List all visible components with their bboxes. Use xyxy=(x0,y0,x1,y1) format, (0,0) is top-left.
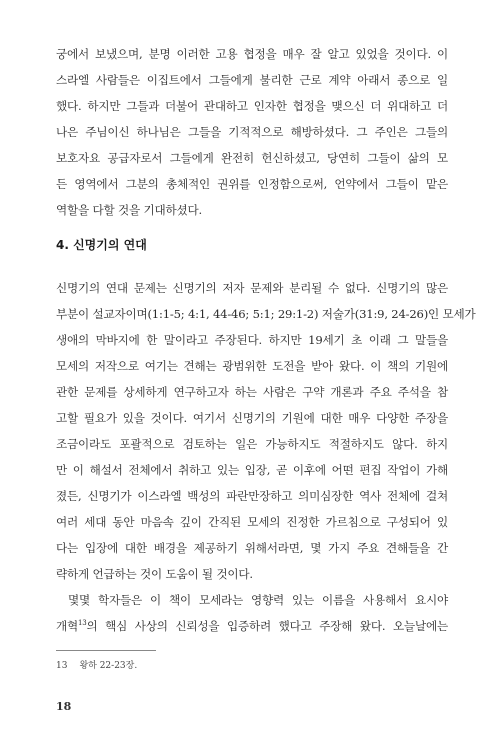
body-text-line: 졌든, 신명기가 이스라엘 백성의 파란만장하고 의미심장한 역사 전체에 걸쳐 xyxy=(56,489,448,503)
body-text-line: 모세의 저작으로 여기는 견해는 광범위한 도전을 받아 왔다. 이 책의 기원에 xyxy=(56,359,448,373)
body-text-line: 든 영역에서 그분의 총체적인 권위를 인정함으로써, 언약에서 그들이 맡은 xyxy=(56,177,448,191)
footnote xyxy=(56,658,137,671)
body-text-line: 보호자요 공급자로서 그들에게 완전히 헌신하셨고, 당연히 그들이 삶의 모 xyxy=(56,151,448,165)
body-text-line: 만 이 해설서 전체에서 취하고 있는 입장, 곧 이후에 어떤 편집 작업이 가해 xyxy=(56,463,448,477)
text-fragment: 의 핵심 사상의 신뢰성을 입증하려 했다고 주장해 왔다. 오늘날에는 xyxy=(86,619,448,633)
body-text-line: 부분이 설교자이며(1:1-5; 4:1, 44-46; 5:1; 29:1-2) 저술가(31:9, 24-26)인 모세가 xyxy=(56,307,476,321)
body-text-line: 고할 필요가 있을 것이다. 여기서 신명기의 기원에 대한 매우 다양한 주장을 xyxy=(56,411,448,425)
body-text-line xyxy=(56,618,448,634)
body-text-line: 신명기의 연대 문제는 신명기의 저자 문제와 분리될 수 없다. 신명기의 많은 xyxy=(56,281,448,295)
footnote-ref: 13 xyxy=(78,619,87,628)
body-text-line: 여러 세대 동안 마음속 깊이 간직된 모세의 진정한 가르침으로 구성되어 있 xyxy=(56,515,448,529)
section-heading: 4. 신명기의 연대 xyxy=(56,238,147,252)
body-text-line: 역할을 다할 것을 기대하셨다. xyxy=(56,203,202,217)
footnote-text: 왕하 22-23장. xyxy=(79,661,138,671)
body-text-line: 관한 문제를 상세하게 연구하고자 하는 사람은 구약 개론과 주요 주석을 참 xyxy=(56,385,448,399)
body-text-line: 략하게 언급하는 것이 도움이 될 것이다. xyxy=(56,567,253,581)
body-text-line: 궁에서 보냈으며, 분명 이러한 고용 협정을 매우 잘 알고 있었을 것이다. 이 xyxy=(56,47,448,61)
body-text-line: 했다. 하지만 그들과 더불어 관대하고 인자한 협정을 맺으신 더 위대하고 더 xyxy=(56,99,448,113)
body-text-line: 나은 주님이신 하나님은 그들을 기적적으로 해방하셨다. 그 주인은 그들의 xyxy=(56,125,448,139)
body-text-line: 생애의 막바지에 한 말이라고 주장된다. 하지만 19세기 초 이래 그 말들을 xyxy=(56,333,448,347)
body-text-line: 다는 입장에 대한 배경을 제공하기 위해서라면, 몇 가지 주요 견해들을 간 xyxy=(56,541,448,555)
body-text-line: 스라엘 사람들은 이집트에서 그들에게 불리한 근로 계약 아래서 종으로 일 xyxy=(56,73,448,87)
body-text-line: 조금이라도 포괄적으로 검토하는 일은 가능하지도 적절하지도 않다. 하지 xyxy=(56,437,448,451)
footnote-number: 13 xyxy=(56,661,68,671)
footnote-divider xyxy=(56,650,156,651)
page-number: 18 xyxy=(56,700,72,713)
body-text-line: 몇몇 학자들은 이 책이 모세라는 영향력 있는 이름을 사용해서 요시야 xyxy=(68,593,448,607)
text-fragment: 개혁 xyxy=(56,619,78,633)
